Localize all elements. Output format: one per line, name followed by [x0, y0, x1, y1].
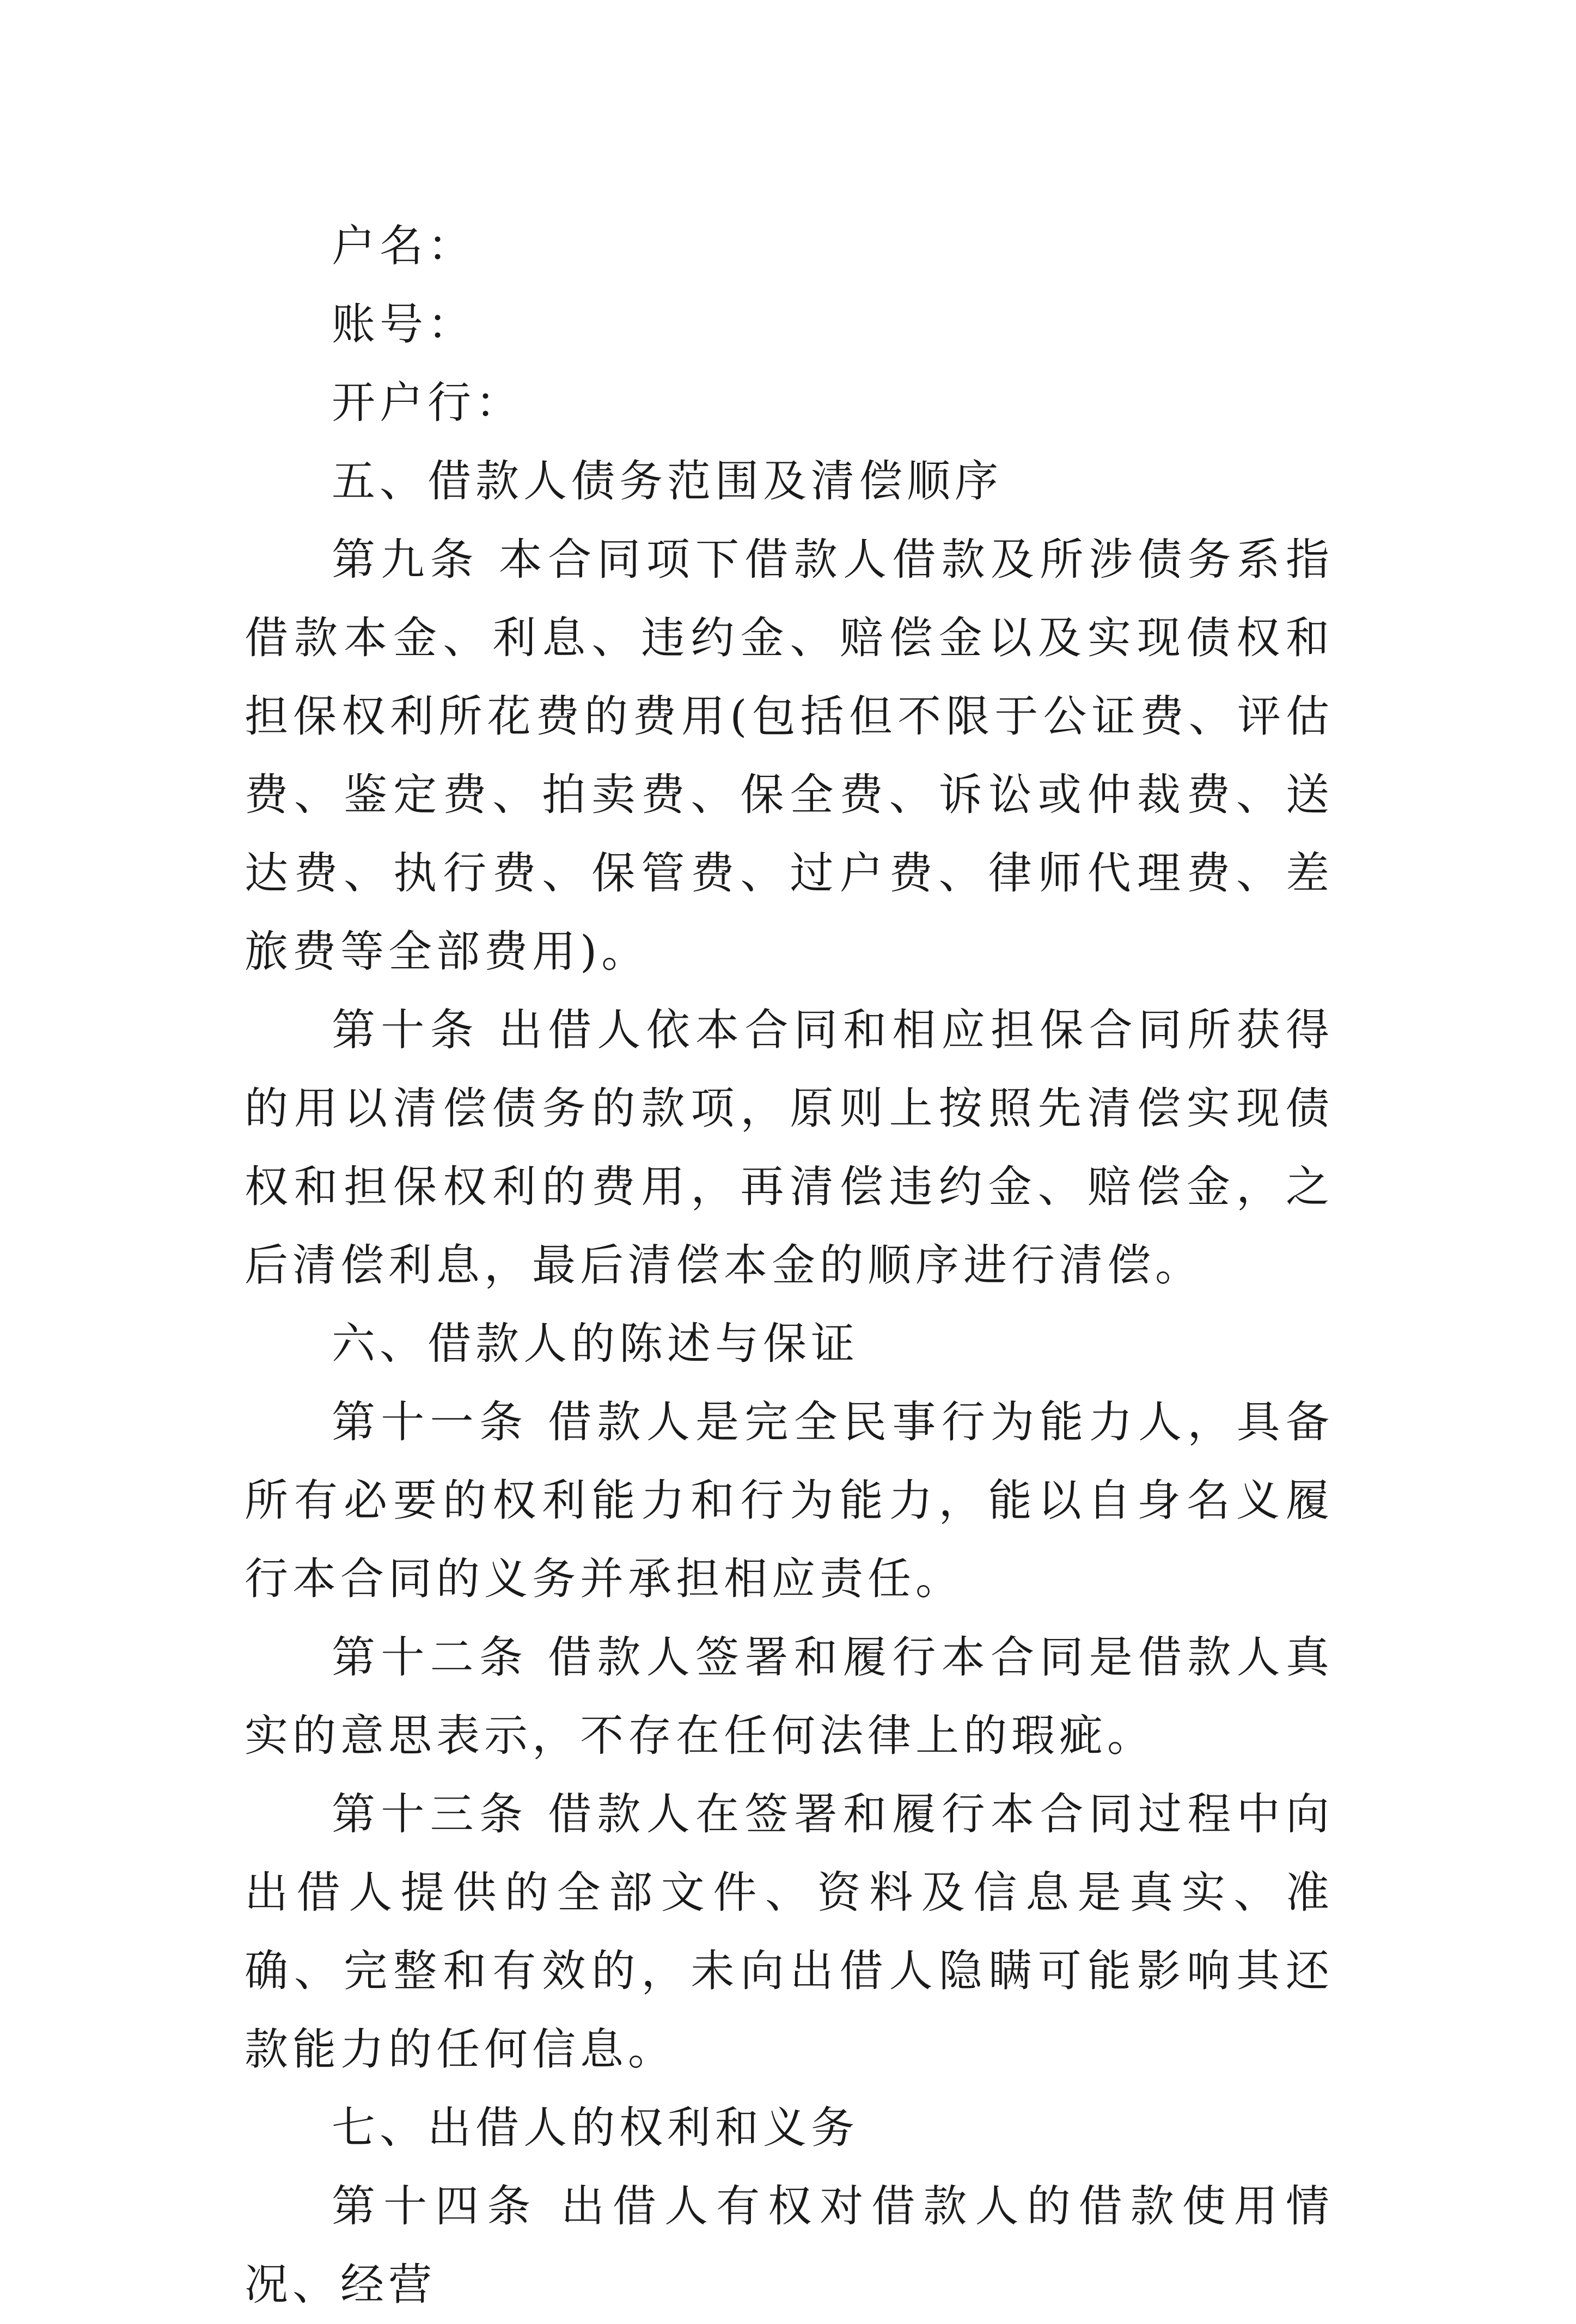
article-10: 第十条 出借人依本合同和相应担保合同所获得的用以清偿债务的款项，原则上按照先清偿实现债权和担保权利的费用，再清偿违约金、赔偿金，之后清偿利息，最后清偿本金的顺序进行清偿。: [245, 1005, 1334, 1291]
section-7-heading: 七、出借人的权利和义务: [332, 2102, 859, 2153]
bank-field: 开户行：: [332, 377, 523, 428]
account-name-field: 户名：: [332, 221, 475, 271]
article-13: 第十三条 借款人在签署和履行本合同过程中向出借人提供的全部文件、资料及信息是真实、准确、完整和有效的，未向出借人隐瞒可能影响其还款能力的任何信息。: [245, 1789, 1334, 2075]
article-11: 第十一条 借款人是完全民事行为能力人，具备所有必要的权利能力和行为能力，能以自身名义履行本合同的义务并承担相应责任。: [245, 1397, 1334, 1604]
article-9: 第九条 本合同项下借款人借款及所涉债务系指借款本金、利息、违约金、赔偿金以及实现债权和担保权利所花费的费用(包括但不限于公证费、评估费、鉴定费、拍卖费、保全费、诉讼或仲裁费、送达费、执行费、保管费、过户费、律师代理费、差旅费等全部费用)。: [245, 534, 1334, 977]
article-14: 第十四条 出借人有权对借款人的借款使用情况、经营: [245, 2181, 1334, 2310]
section-5-heading: 五、借款人债务范围及清偿顺序: [332, 456, 1003, 506]
account-number-field: 账号：: [332, 299, 475, 350]
article-12: 第十二条 借款人签署和履行本合同是借款人真实的意思表示，不存在任何法律上的瑕疵。: [245, 1632, 1334, 1761]
document-body: [245, 207, 1334, 2324]
section-6-heading: 六、借款人的陈述与保证: [332, 1318, 859, 1369]
